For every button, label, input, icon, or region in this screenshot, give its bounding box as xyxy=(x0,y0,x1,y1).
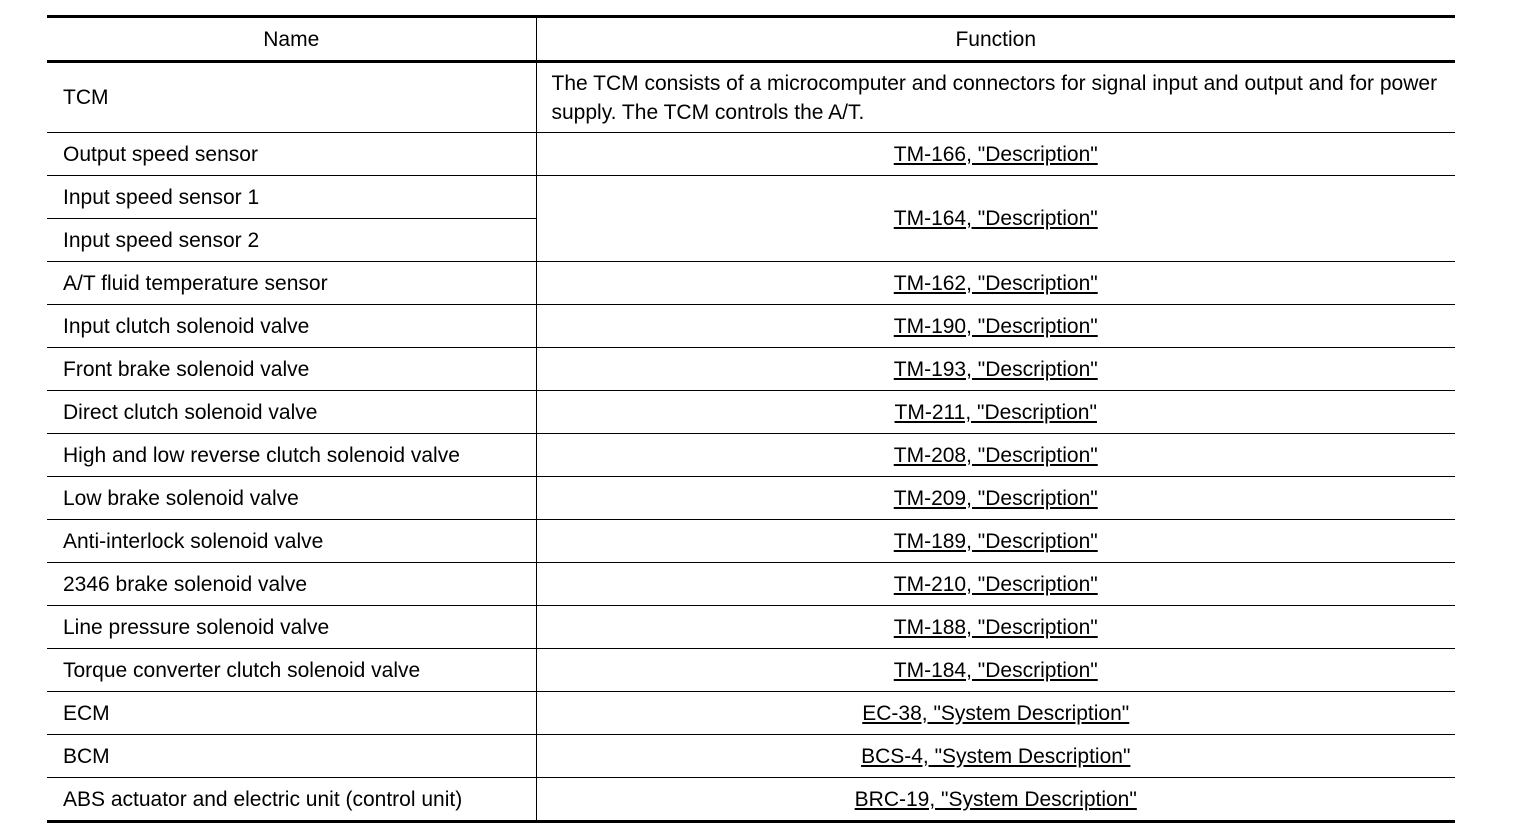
header-name: Name xyxy=(47,17,536,62)
table-row xyxy=(47,176,1455,219)
reference-link[interactable]: TM-164, "Description" xyxy=(893,207,1098,230)
function-cell xyxy=(536,735,1455,778)
component-function-text: The TCM consists of a microcomputer and connectors for signal input and output and for power supply. The TCM controls the A/T. xyxy=(536,62,1455,133)
component-name: Anti-interlock solenoid valve xyxy=(47,520,536,563)
component-name: Input speed sensor 1 xyxy=(47,176,536,219)
table-row xyxy=(47,606,1455,649)
function-cell xyxy=(536,778,1455,822)
reference-link[interactable]: TM-210, "Description" xyxy=(893,572,1098,596)
component-name: BCM xyxy=(47,735,536,778)
component-name: Input clutch solenoid valve xyxy=(47,305,536,348)
function-cell xyxy=(536,520,1455,563)
function-cell xyxy=(536,692,1455,735)
component-name: Front brake solenoid valve xyxy=(47,348,536,391)
function-cell xyxy=(536,477,1455,520)
reference-link[interactable]: BCS-4, "System Description" xyxy=(861,744,1131,768)
component-name: Torque converter clutch solenoid valve xyxy=(47,649,536,692)
function-cell xyxy=(536,563,1455,606)
reference-link[interactable]: BRC-19, "System Description" xyxy=(854,787,1137,811)
component-name: ABS actuator and electric unit (control unit) xyxy=(47,778,536,822)
component-function-table xyxy=(47,15,1455,823)
reference-link[interactable]: TM-166, "Description" xyxy=(893,142,1098,166)
component-name: TCM xyxy=(47,62,536,133)
function-cell xyxy=(536,649,1455,692)
reference-link[interactable]: TM-190, "Description" xyxy=(893,314,1098,338)
function-cell xyxy=(536,391,1455,434)
function-cell xyxy=(536,262,1455,305)
table-row xyxy=(47,735,1455,778)
function-cell xyxy=(536,133,1455,176)
header-function: Function xyxy=(536,17,1455,62)
reference-link[interactable]: TM-193, "Description" xyxy=(893,357,1098,381)
table-header-row xyxy=(47,17,1455,62)
table-row xyxy=(47,62,1455,133)
component-name: Input speed sensor 2 xyxy=(47,219,536,262)
table-row xyxy=(47,434,1455,477)
table-row xyxy=(47,305,1455,348)
table-row xyxy=(47,692,1455,735)
reference-link[interactable]: TM-209, "Description" xyxy=(893,486,1098,510)
table-row xyxy=(47,133,1455,176)
function-cell xyxy=(536,176,1455,262)
component-name: ECM xyxy=(47,692,536,735)
table-row xyxy=(47,778,1455,822)
component-name: Output speed sensor xyxy=(47,133,536,176)
reference-link[interactable]: EC-38, "System Description" xyxy=(862,701,1130,725)
reference-link[interactable]: TM-162, "Description" xyxy=(893,271,1098,295)
component-name: Low brake solenoid valve xyxy=(47,477,536,520)
table-row xyxy=(47,391,1455,434)
function-cell xyxy=(536,348,1455,391)
table-row xyxy=(47,563,1455,606)
component-name: Direct clutch solenoid valve xyxy=(47,391,536,434)
component-name: 2346 brake solenoid valve xyxy=(47,563,536,606)
function-cell xyxy=(536,434,1455,477)
component-name: High and low reverse clutch solenoid valve xyxy=(47,434,536,477)
table-row xyxy=(47,520,1455,563)
reference-link[interactable]: TM-188, "Description" xyxy=(893,615,1098,639)
table-row xyxy=(47,348,1455,391)
table-row xyxy=(47,649,1455,692)
function-cell xyxy=(536,305,1455,348)
component-name: A/T fluid temperature sensor xyxy=(47,262,536,305)
reference-link[interactable]: TM-189, "Description" xyxy=(893,529,1098,553)
component-name: Line pressure solenoid valve xyxy=(47,606,536,649)
function-cell xyxy=(536,606,1455,649)
reference-link[interactable]: TM-211, "Description" xyxy=(894,400,1097,424)
table-row xyxy=(47,262,1455,305)
table-row xyxy=(47,477,1455,520)
reference-link[interactable]: TM-184, "Description" xyxy=(893,658,1098,682)
reference-link[interactable]: TM-208, "Description" xyxy=(893,443,1098,467)
